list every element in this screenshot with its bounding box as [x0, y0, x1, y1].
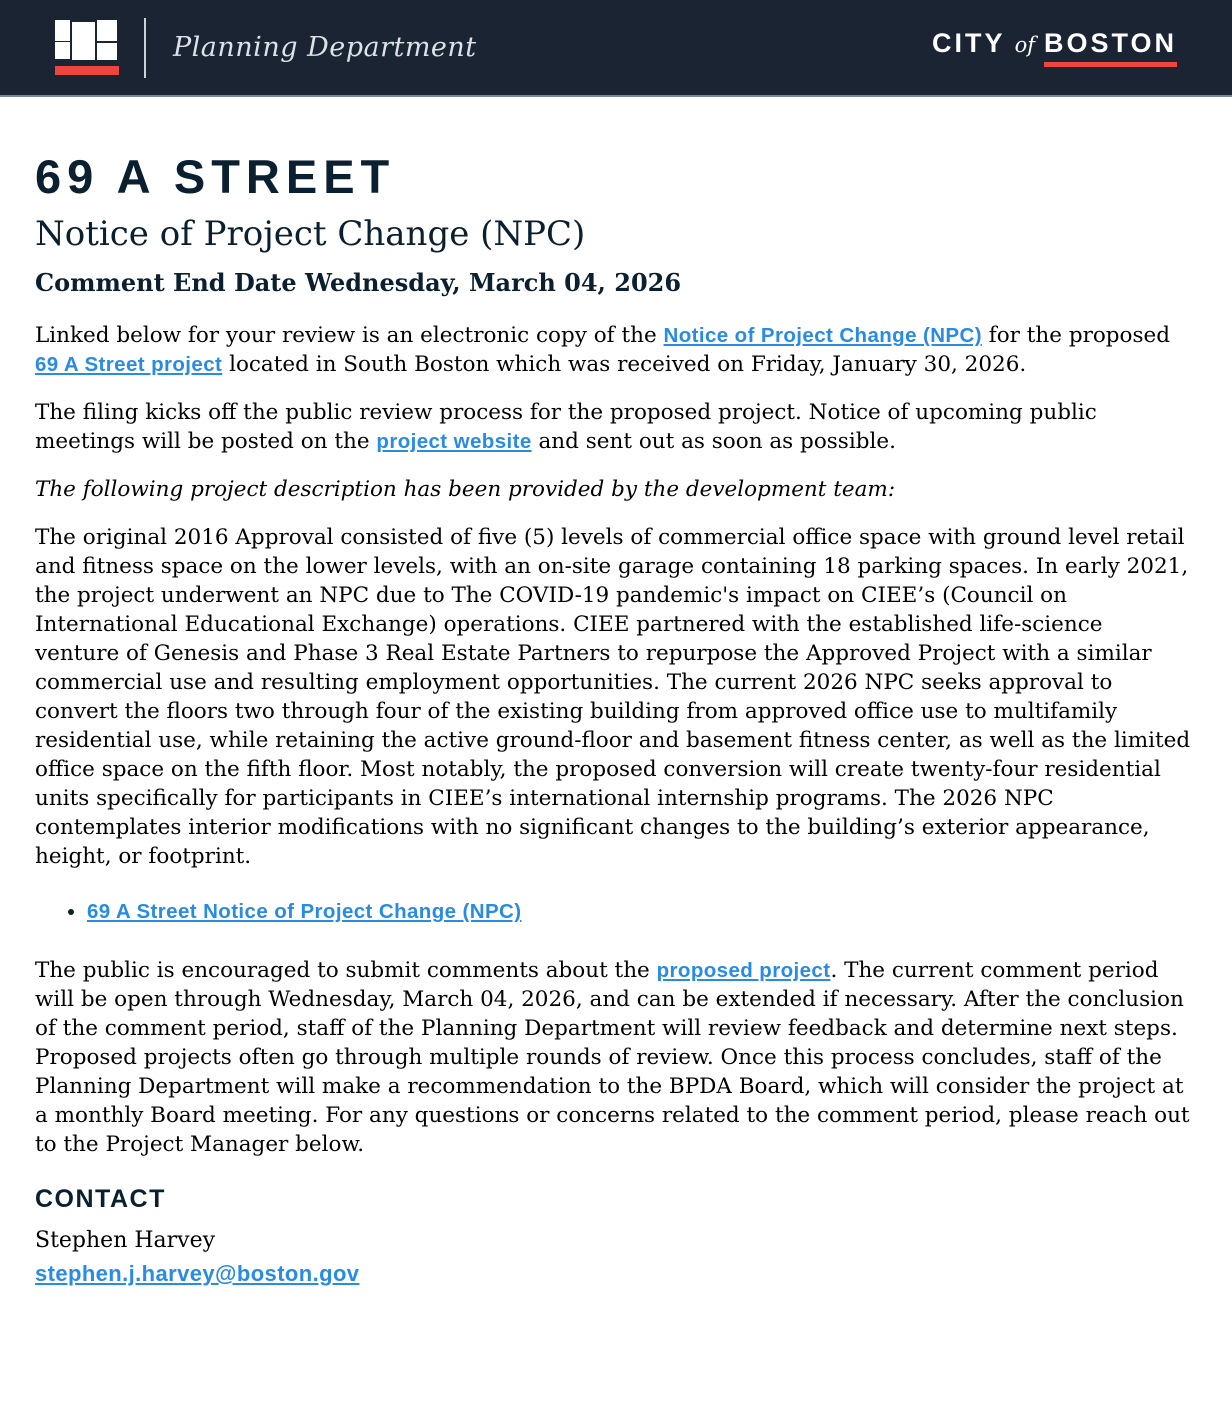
city-of-boston-wordmark: [932, 28, 1177, 67]
list-item: [87, 897, 1192, 926]
wordmark-of: of: [1014, 33, 1035, 57]
body-text: Linked below for your review is an electronic copy of the: [35, 323, 664, 348]
body-text: The original 2016 Approval consisted of five (5) levels of commercial office space with ground level retail and fitness space on the lower levels, with an on-site garage containing 18 parking spaces. In early 2021, the project underwent an NPC due to The COVID-19 pandemic's impact on CIEE’s (Council on International Educational Exchange) operations. CIEE partnered with the established life-science venture of Genesis and Phase 3 Real Estate Partners to repurpose the Approved Project with a similar commercial use and resulting employment opportunities. The current 2026 NPC seeks approval to convert the floors two through four of the existing building from approved office use to multifamily residential use, while retaining the active ground-floor and basement fitness center, as well as the limited office space on the fifth floor. Most notably, the proposed conversion will create twenty-four residential units specifically for participants in CIEE’s international internship programs. The 2026 NPC contemplates interior modifications with no significant changes to the building’s exterior appearance, height, or footprint.: [35, 525, 1191, 869]
notice-of-project-change-link[interactable]: Notice of Project Change (NPC): [663, 324, 982, 347]
logo-tile: [97, 20, 117, 41]
body-text: The following project description has been provided by the development team:: [35, 477, 896, 502]
department-name: Planning Department: [173, 32, 477, 63]
contact-name: Stephen Harvey: [35, 1228, 216, 1253]
logo-tile: [97, 43, 117, 60]
body-text: . The current comment period will be open through Wednesday, March 04, 2026, and can be extended if necessary. After the conclusion of the comment period, staff of the Planning Department will review feedback and determine next steps. Proposed projects often go through multiple rounds of review. Once this process concludes, staff of the Planning Department will make a recommendation to the BPDA Board, which will consider the project at a monthly Board meeting. For any questions or concerns related to the comment period, please reach out to the Project Manager below.: [35, 958, 1190, 1157]
description-lead-paragraph: [35, 475, 1192, 504]
body-text: The public is encouraged to submit comments about the: [35, 958, 657, 983]
logo-tile: [72, 43, 95, 60]
project-page-link[interactable]: 69 A Street project: [35, 353, 223, 376]
project-description-paragraph: [35, 523, 1192, 871]
logo-parcel-grid: [55, 20, 119, 62]
logo-tile: [55, 42, 70, 59]
header-divider: [144, 18, 146, 78]
planning-department-logo-icon: [55, 20, 119, 75]
body-text: for the proposed: [981, 323, 1171, 348]
document-link-list: [35, 897, 1192, 926]
comment-end-date: Comment End Date Wednesday, March 04, 2026: [35, 268, 682, 297]
article: [0, 97, 1232, 1327]
npc-document-link[interactable]: 69 A Street Notice of Project Change (NPC): [87, 900, 522, 923]
intro-paragraph: [35, 321, 1192, 379]
body-text: The filing kicks off the public review process for the proposed project. Notice of upcoming public meetings will be posted on the: [35, 400, 1097, 454]
proposed-project-link[interactable]: proposed project: [656, 959, 831, 982]
contact-section: [35, 1185, 1192, 1287]
contact-email-link[interactable]: stephen.j.harvey@boston.gov: [35, 1261, 360, 1286]
page-title: 69 A STREET: [35, 150, 396, 203]
article-body: [35, 321, 1192, 1159]
project-website-link[interactable]: project website: [376, 430, 532, 453]
contact-heading: CONTACT: [35, 1185, 166, 1213]
body-text: located in South Boston which was received on Friday, January 30, 2026.: [222, 352, 1027, 377]
logo-tile: [55, 20, 70, 41]
filing-paragraph: [35, 398, 1192, 456]
header-bar: [0, 0, 1232, 97]
wordmark-boston: BOSTON: [1044, 28, 1177, 67]
page-subtitle: Notice of Project Change (NPC): [35, 214, 586, 254]
body-text: and sent out as soon as possible.: [531, 429, 896, 454]
logo-red-bar: [55, 66, 119, 75]
logo-tile: [72, 22, 95, 43]
comment-period-paragraph: [35, 956, 1192, 1159]
wordmark-city: CITY: [932, 28, 1006, 58]
